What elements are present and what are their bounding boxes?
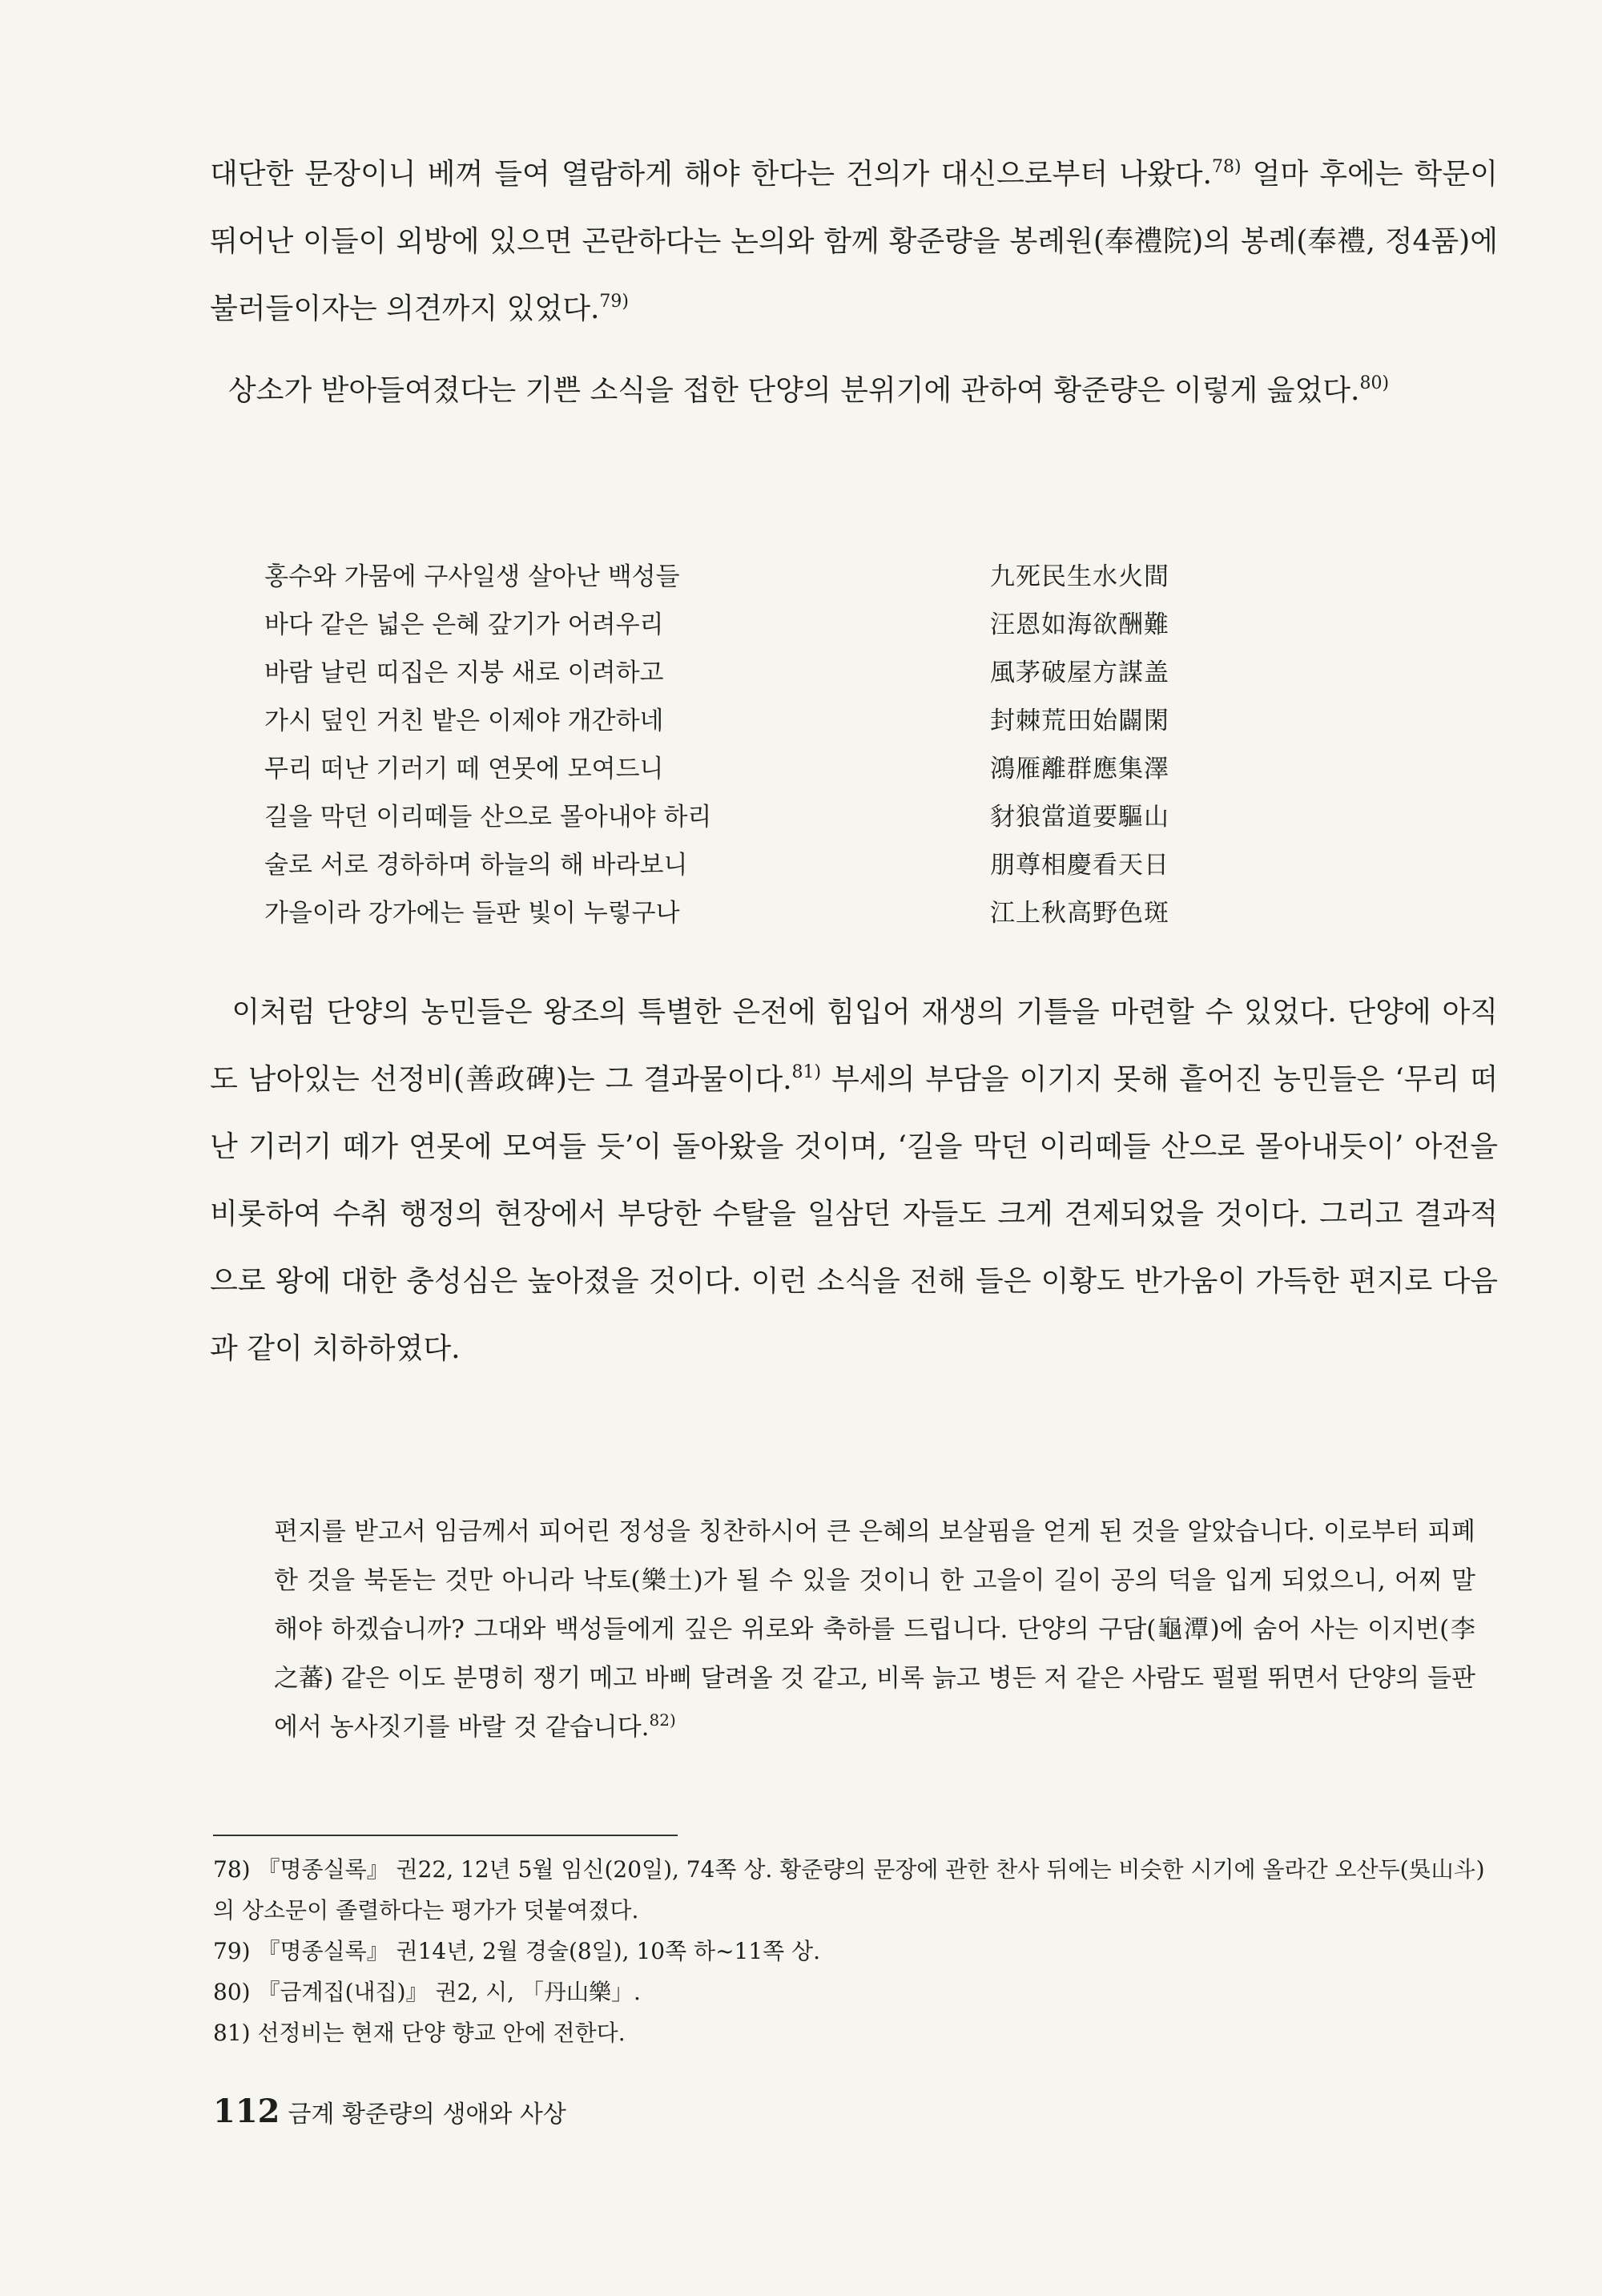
paragraph-1-tail: 얼마 후에는 학문이 뛰어난 이들이 외방에 있으면 곤란하다는 논의와 함께 황준량을 봉례원(奉禮院)의 봉례(奉禮, 정4품)에 불러들이자는 의견까지 있었다. <box>210 158 1498 325</box>
poem-line-korean: 바람 날린 띠집은 지붕 새로 이려하고 <box>264 659 664 687</box>
footnote-79 <box>213 1931 1503 1972</box>
poem-line-korean: 무리 떠난 기러기 떼 연못에 모여드니 <box>264 755 664 783</box>
footnote-number: 81) <box>213 2020 251 2046</box>
paragraph-2 <box>210 357 1498 425</box>
poem-line <box>264 601 1306 649</box>
poem-line <box>264 697 1306 745</box>
poem-line-korean: 길을 막던 이리떼들 산으로 몰아내야 하리 <box>264 803 712 832</box>
poem-line-chinese: 封棘荒田始闢閑 <box>990 707 1169 735</box>
paragraph-1 <box>210 141 1498 343</box>
poem-line <box>264 553 1306 601</box>
poem-line-chinese: 汪恩如海欲酬難 <box>990 610 1169 639</box>
page-footer <box>213 2094 566 2133</box>
footnote-divider <box>213 1835 678 1836</box>
letter-quote-text: 편지를 받고서 임금께서 피어린 정성을 칭찬하시어 큰 은혜의 보살핌을 얻게 된 것을 알았습니다. 이로부터 피폐한 것을 북돋는 것만 아니라 낙토(樂土)가 될 수 있을 것이니 한 고을이 길이 공의 덕을 입게 되었으니, 어찌 말해야 하겠습니까? 그대와 백성들에게 깊은 위로와 축하를 드립니다. 단양의 구담(龜潭)에 숨어 사는 이지번(李之蕃) 같은 이도 분명히 쟁기 메고 바삐 달려올 것 같고, 비록 늙고 병든 저 같은 사람도 펄펄 뛰면서 단양의 들판에서 농사짓기를 바랄 것 같습니다. <box>274 1517 1475 1742</box>
poem-block <box>264 553 1306 937</box>
letter-quote <box>274 1508 1475 1752</box>
footnote-ref-79[interactable]: 79) <box>599 292 629 312</box>
footnote-80 <box>213 1972 1503 2012</box>
paragraph-3-tail: 부세의 부담을 이기지 못해 흩어진 농민들은 ‘무리 떠난 기러기 떼가 연못에 모여들 듯’이 돌아왔을 것이며, ‘길을 막던 이리떼들 산으로 몰아내듯이’ 아전을 비롯하여 수취 행정의 현장에서 부당한 수탈을 일삼던 자들도 크게 견제되었을 것이다. 그리고 결과적으로 왕에 대한 충성심은 높아졌을 것이다. 이런 소식을 전해 들은 이황도 반가움이 가득한 편지로 다음과 같이 치하하였다. <box>210 1063 1498 1365</box>
poem-line <box>264 793 1306 841</box>
footnote-text: 『명종실록』 권22, 12년 5월 임신(20일), 74쪽 상. 황준량의 문장에 관한 찬사 뒤에는 비슷한 시기에 올라간 오산두(吳山斗)의 상소문이 졸렬하다는 평가가 덧붙여졌다. <box>213 1856 1485 1923</box>
footnote-text: 『금계집(내집)』 권2, 시, 「丹山樂」. <box>257 1979 641 2005</box>
poem-line-korean: 가을이라 강가에는 들판 빛이 누렇구나 <box>264 899 680 928</box>
poem-line-korean: 가시 덮인 거친 밭은 이제야 개간하네 <box>264 707 664 735</box>
poem-line-chinese: 鴻雁離群應集澤 <box>990 755 1169 783</box>
poem-line-chinese: 豺狼當道要驅山 <box>990 803 1169 832</box>
paragraph-3-text: 이처럼 단양의 농민들은 왕조의 특별한 은전에 힘입어 재생의 기틀을 마련할 수 있었다. 단양에 아직도 남아있는 선정비(善政碑)는 그 결과물이다. <box>210 996 1498 1096</box>
poem-line-chinese: 九死民生水火間 <box>990 562 1169 591</box>
running-title: 금계 황준량의 생애와 사상 <box>288 2101 566 2129</box>
footnotes <box>213 1849 1503 2053</box>
footnote-ref-81[interactable]: 81) <box>791 1062 822 1082</box>
poem-line-korean: 바다 같은 넓은 은혜 갚기가 어려우리 <box>264 610 664 639</box>
footnote-ref-80[interactable]: 80) <box>1359 373 1390 393</box>
footnote-text: 선정비는 현재 단양 향교 안에 전한다. <box>257 2020 626 2046</box>
footnote-number: 80) <box>213 1979 251 2005</box>
footnote-number: 78) <box>213 1856 251 1883</box>
paragraph-2-text: 상소가 받아들여졌다는 기쁜 소식을 접한 단양의 분위기에 관하여 황준량은 이렇게 읊었다. <box>210 374 1360 407</box>
poem-line-chinese: 風茅破屋方謀盖 <box>990 659 1169 687</box>
poem-line-chinese: 江上秋高野色斑 <box>990 899 1169 928</box>
paragraph-3 <box>210 979 1498 1383</box>
footnote-number: 79) <box>213 1938 251 1964</box>
footnote-ref-78[interactable]: 78) <box>1211 157 1242 177</box>
poem-line-korean: 홍수와 가뭄에 구사일생 살아난 백성들 <box>264 562 680 591</box>
paragraph-1-text: 대단한 문장이니 베껴 들여 열람하게 해야 한다는 건의가 대신으로부터 나왔다. <box>210 158 1212 191</box>
footnote-81 <box>213 2012 1503 2053</box>
footnote-ref-82[interactable]: 82) <box>649 1710 676 1730</box>
footnote-78 <box>213 1849 1503 1931</box>
page-number: 112 <box>213 2093 280 2130</box>
poem-line <box>264 649 1306 697</box>
poem-line <box>264 745 1306 793</box>
poem-line-korean: 술로 서로 경하하며 하늘의 해 바라보니 <box>264 851 688 880</box>
poem-line <box>264 841 1306 889</box>
poem-line-chinese: 朋尊相慶看天日 <box>990 851 1169 880</box>
poem-line <box>264 889 1306 937</box>
footnote-text: 『명종실록』 권14년, 2월 경술(8일), 10쪽 하~11쪽 상. <box>257 1938 821 1964</box>
